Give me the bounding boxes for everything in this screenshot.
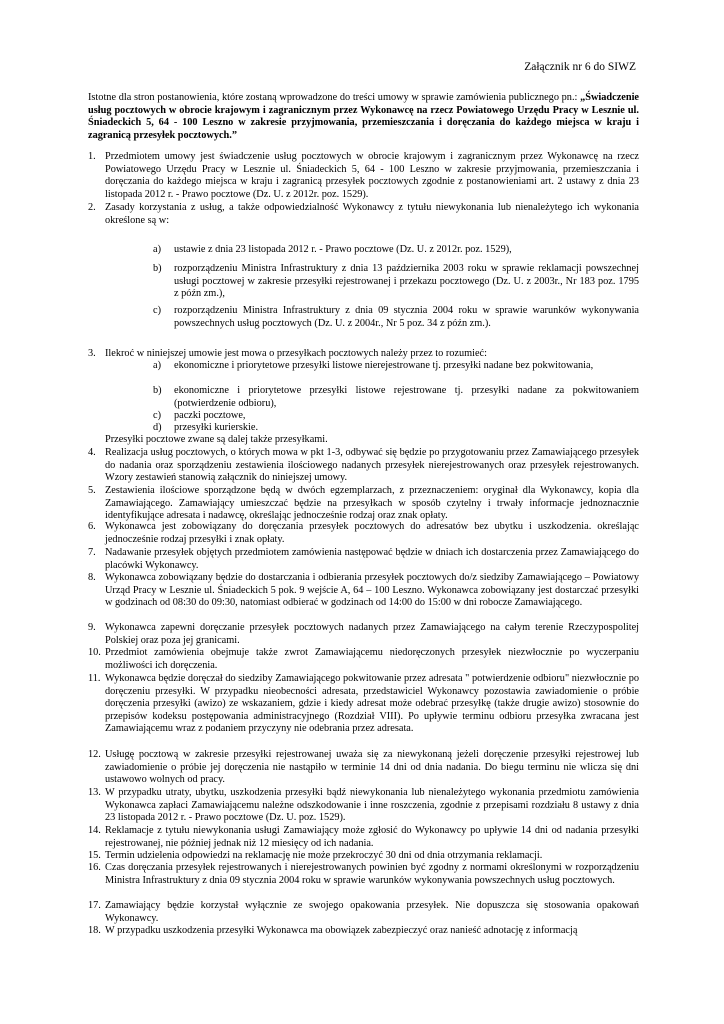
item-number: 12.	[88, 749, 101, 760]
list-letter: a)	[153, 360, 161, 371]
item-text: Zamawiający będzie korzystał wyłącznie ze swojego opakowania przesyłek. Nie dopuszcza się stosowania opakowań Wykonawcy.	[105, 900, 639, 924]
item-number: 9.	[88, 622, 96, 633]
list-item-text: paczki pocztowe,	[174, 410, 246, 421]
item-text: Wykonawca zobowiązany będzie do dostarczania i odbierania przesyłek pocztowych do/z siedziby Zamawiającego – Powiatowy Urząd Pracy w Lesznie ul. Śniadeckich 5 pok. 9 wejście A, 64 – 100 Leszno. Wykonawca zobowiązany jest dostarczać przesyłki w godzinach od 08:30 do 09:30, natomiast odbierać w godzinach od 14:00 do 15:00 w dni robocze Zamawiającego.	[105, 572, 639, 609]
item-text: Czas doręczania przesyłek rejestrowanych i nierejestrowanych powinien być zgodny z normami określonymi w rozporządzeniu Ministra Infrastruktury z dnia 09 stycznia 2004 roku w sprawie warunków wykonywania powszechnych usług pocztowych.	[105, 862, 639, 886]
list-item-text: rozporządzeniu Ministra Infrastruktury z dnia 09 stycznia 2004 roku w sprawie warunków wykonywania powszechnych usług pocztowych (Dz. U. z 2004r., Nr 5 poz. 34 z późn zm.).	[174, 305, 639, 329]
item-text: Przedmiot zamówienia obejmuje także zwrot Zamawiającemu niedoręczonych przesyłek niezwłocznie po wyczerpaniu możliwości ich doręczenia.	[105, 647, 639, 671]
list-letter: c)	[153, 410, 161, 421]
item-number: 10.	[88, 647, 101, 658]
list-letter: b)	[153, 263, 162, 274]
item-number: 8.	[88, 572, 96, 583]
item-number: 1.	[88, 151, 96, 162]
item-text: Przesyłki pocztowe zwane są dalej także przesyłkami.	[105, 434, 328, 445]
item-number: 14.	[88, 825, 101, 836]
list-letter: b)	[153, 385, 162, 396]
item-text: Realizacja usług pocztowych, o których mowa w pkt 1-3, odbywać się będzie po przygotowaniu przez Zamawiającego przesyłek do nadania oraz sporządzeniu zestawienia ilościowego nadanych przesyłek nierejestrowanych oraz przesyłek rejestrowanych. Wzory zestawień stanowią załącznik do niniejszej umowy.	[105, 447, 639, 484]
item-number: 7.	[88, 547, 96, 558]
item-number: 16.	[88, 862, 101, 873]
item-text: Usługę pocztową w zakresie przesyłki rejestrowanej uważa się za niewykonaną jeżeli doręczenie przesyłki rejestrowej lub zawiadomienie o próbie jej doręczenia nie nastąpiło w terminie 14 dni od dnia nadania. Do biegu terminu nie wlicza się dni ustawowo wolnych od pracy.	[105, 749, 639, 786]
list-item-text: rozporządzeniu Ministra Infrastruktury z dnia 13 października 2003 roku w sprawie reklamacji powszechnej usługi pocztowej w zakresie przesyłki rejestrowanej i przekazu pocztowego (Dz. U. z 2003r., Nr 183 poz. 1795 z późn zm.),	[174, 263, 639, 300]
item-text: Reklamacje z tytułu niewykonania usługi Zamawiający może zgłosić do Wykonawcy po upływie 14 dni od nadania przesyłki rejestrowanej, nie później jednak niż 12 miesięcy od ich nadania.	[105, 825, 639, 849]
item-number: 3.	[88, 348, 96, 359]
item-number: 18.	[88, 925, 101, 936]
intro-paragraph	[88, 92, 639, 142]
item-number: 11.	[88, 673, 101, 684]
list-letter: d)	[153, 422, 162, 433]
item-text: Przedmiotem umowy jest świadczenie usług pocztowych w obrocie krajowym i zagranicznym przez Wykonawcę na rzecz Powiatowego Urzędu Pracy w Lesznie ul. Śniadeckich 5, 64 - 100 Leszno w zakresie przyjmowania, przemieszczania i doręczania do każdego miejsca w kraju i zagranicą przesyłek pocztowych zgodnie z postanowieniami art. 2 ustawy z dnia 23 listopada 2012 r. - Prawo pocztowe (Dz. U. z 2012r. poz. 1529).	[105, 151, 639, 200]
item-number: 15.	[88, 850, 101, 861]
contract-title: „Świadczenie usług pocztowych w obrocie krajowym i zagranicznym przez Wykonawcę na rzecz Powiatowego Urzędu Pracy w Lesznie ul. Śniadeckich 5, 64 - 100 Leszno w zakresie przyjmowania, przemieszczania i doręczania do każdego miejsca w kraju i zagranicą przesyłek pocztowych.”	[88, 92, 639, 141]
item-number: 4.	[88, 447, 96, 458]
item-text: Zasady korzystania z usług, a także odpowiedzialność Wykonawcy z tytułu niewykonania lub nienależytego ich wykonania określone są w:	[105, 202, 639, 226]
item-number: 6.	[88, 521, 96, 532]
item-number: 2.	[88, 202, 96, 213]
list-letter: a)	[153, 244, 161, 255]
list-item-text: ekonomiczne i priorytetowe przesyłki listowe nierejestrowane tj. przesyłki nadane bez pokwitowania,	[174, 360, 594, 371]
item-text: Wykonawca jest zobowiązany do doręczania przesyłek pocztowych do adresatów bez ubytku i uszkodzenia. określając jednocześnie rodzaj przesyłki i znak opłaty.	[105, 521, 639, 545]
annex-label: Załącznik nr 6 do SIWZ	[524, 61, 636, 73]
item-text: Zestawienia ilościowe sporządzone będą w dwóch egzemplarzach, z przeznaczeniem: oryginał dla Wykonawcy, kopia dla Zamawiającego. Zamawiający umieszczać będzie na przesyłkach w sposób czytelny i trwały informacje jednoznacznie identyfikujące adresata i nadawcę, określając jednocześnie rodzaj oraz znak opłaty.	[105, 485, 639, 522]
item-number: 5.	[88, 485, 96, 496]
item-text: Ilekroć w niniejszej umowie jest mowa o przesyłkach pocztowych należy przez to rozumieć:	[105, 348, 487, 359]
item-text: Wykonawca będzie doręczał do siedziby Zamawiającego pokwitowanie przez adresata " potwierdzenie odbioru" niezwłocznie po doręczeniu przesyłki. W przypadku nieobecności adresata, przedstawiciel Wykonawcy pozostawia zawiadomienie o próbie doręczenia przesyłki (awizo) ze wskazaniem, gdzie i kiedy adresat może odebrać przesyłkę (także drugie awizo) stosownie do przepisów kodeksu postępowania administracyjnego (Rozdział VIII). Po upływie terminu odbioru przesyłka zwracana jest Zamawiającemu wraz z podaniem przyczyny nie odebrania przez adresata.	[105, 673, 639, 735]
list-item-text: przesyłki kurierskie.	[174, 422, 259, 433]
list-item-text: ustawie z dnia 23 listopada 2012 r. - Prawo pocztowe (Dz. U. z 2012r. poz. 1529),	[174, 244, 512, 255]
item-text: Wykonawca zapewni doręczanie przesyłek pocztowych nadanych przez Zamawiającego na całym terenie Rzeczypospolitej Polskiej oraz poza jej granicami.	[105, 622, 639, 646]
item-text: W przypadku uszkodzenia przesyłki Wykonawca ma obowiązek zabezpieczyć oraz nanieść adnotację z informacją	[105, 925, 578, 936]
item-number: 13.	[88, 787, 101, 798]
item-text: Nadawanie przesyłek objętych przedmiotem zamówienia następować będzie w dniach ich dostarczenia przez Zamawiającego do placówki Wykonawcy.	[105, 547, 639, 571]
item-text: W przypadku utraty, ubytku, uszkodzenia przesyłki bądź niewykonania lub nienależytego wykonania przedmiotu zamówienia Wykonawca zapłaci Zamawiającemu należne odszkodowanie i inne roszczenia, zgodnie z przepisami rozdziału 8 ustawy z dnia 23 listopada 2012 r. - Prawo pocztowe (Dz. U. poz. 1529).	[105, 787, 639, 824]
list-item-text: ekonomiczne i priorytetowe przesyłki listowe rejestrowane tj. przesyłki nadane za pokwitowaniem (potwierdzenie odbioru),	[174, 385, 639, 409]
list-letter: c)	[153, 305, 161, 316]
intro-lead: Istotne dla stron postanowienia, które zostaną wprowadzone do treści umowy w sprawie zamówienia publicznego pn.:	[88, 92, 578, 103]
item-text: Termin udzielenia odpowiedzi na reklamację nie może przekroczyć 30 dni od dnia otrzymania reklamacji.	[105, 850, 543, 861]
item-number: 17.	[88, 900, 101, 911]
